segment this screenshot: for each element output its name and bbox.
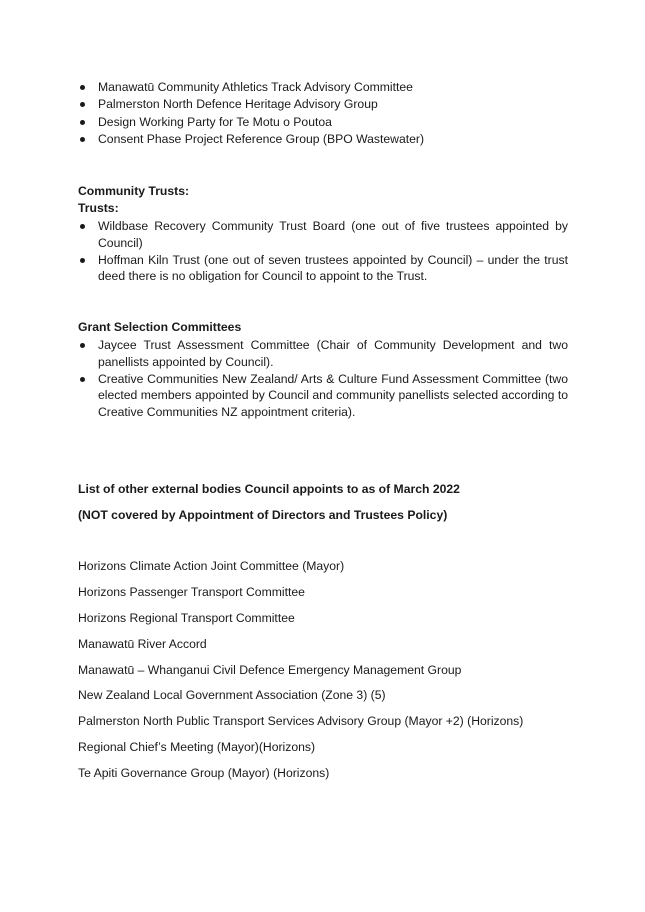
external-body-item: Palmerston North Public Transport Services Advisory Group (Mayor +2) (Horizons) [78,714,524,728]
list-item: Creative Communities New Zealand/ Arts & Culture Fund Assessment Committee (two elected members appointed by Council and community panellists selected according to Creative Communities NZ appointment criteria). [78,371,568,421]
grant-selection-list [78,337,568,421]
list-item: Jaycee Trust Assessment Committee (Chair of Community Development and two panellists appointed by Council). [78,337,568,371]
external-bodies-subheading: (NOT covered by Appointment of Directors and Trustees Policy) [78,508,448,522]
advisory-groups-list [78,79,568,148]
bullet-icon [80,85,85,90]
list-item: Wildbase Recovery Community Trust Board (one out of five trustees appointed by Council) [78,218,568,252]
external-body-item: Horizons Passenger Transport Committee [78,585,305,599]
bullet-icon [80,137,85,142]
list-item: Palmerston North Defence Heritage Advisory Group [78,96,568,113]
external-body-item: Horizons Climate Action Joint Committee (Mayor) [78,559,345,573]
bullet-icon [80,120,85,125]
external-body-item: Horizons Regional Transport Committee [78,611,295,625]
bullet-icon [80,343,85,348]
community-trusts-heading: Community Trusts: [78,184,190,198]
external-body-item: New Zealand Local Government Association (Zone 3) (5) [78,688,386,702]
bullet-icon [80,102,85,107]
bullet-icon [80,377,85,382]
external-body-item: Manawatū River Accord [78,637,207,651]
external-body-item: Manawatū – Whanganui Civil Defence Emergency Management Group [78,663,462,677]
list-item: Design Working Party for Te Motu o Poutoa [78,114,568,131]
list-item: Manawatū Community Athletics Track Advisory Committee [78,79,568,96]
bullet-icon [80,258,85,263]
bullet-icon [80,224,85,229]
trusts-list [78,218,568,285]
list-item: Consent Phase Project Reference Group (BPO Wastewater) [78,131,568,148]
trusts-subheading: Trusts: [78,201,119,215]
external-body-item: Regional Chief’s Meeting (Mayor)(Horizons) [78,740,316,754]
external-body-item: Te Apiti Governance Group (Mayor) (Horizons) [78,766,330,780]
grant-selection-heading: Grant Selection Committees [78,320,242,334]
external-bodies-heading: List of other external bodies Council appoints to as of March 2022 [78,482,460,496]
list-item: Hoffman Kiln Trust (one out of seven trustees appointed by Council) – under the trust deed there is no obligation for Council to appoint to the Trust. [78,252,568,286]
